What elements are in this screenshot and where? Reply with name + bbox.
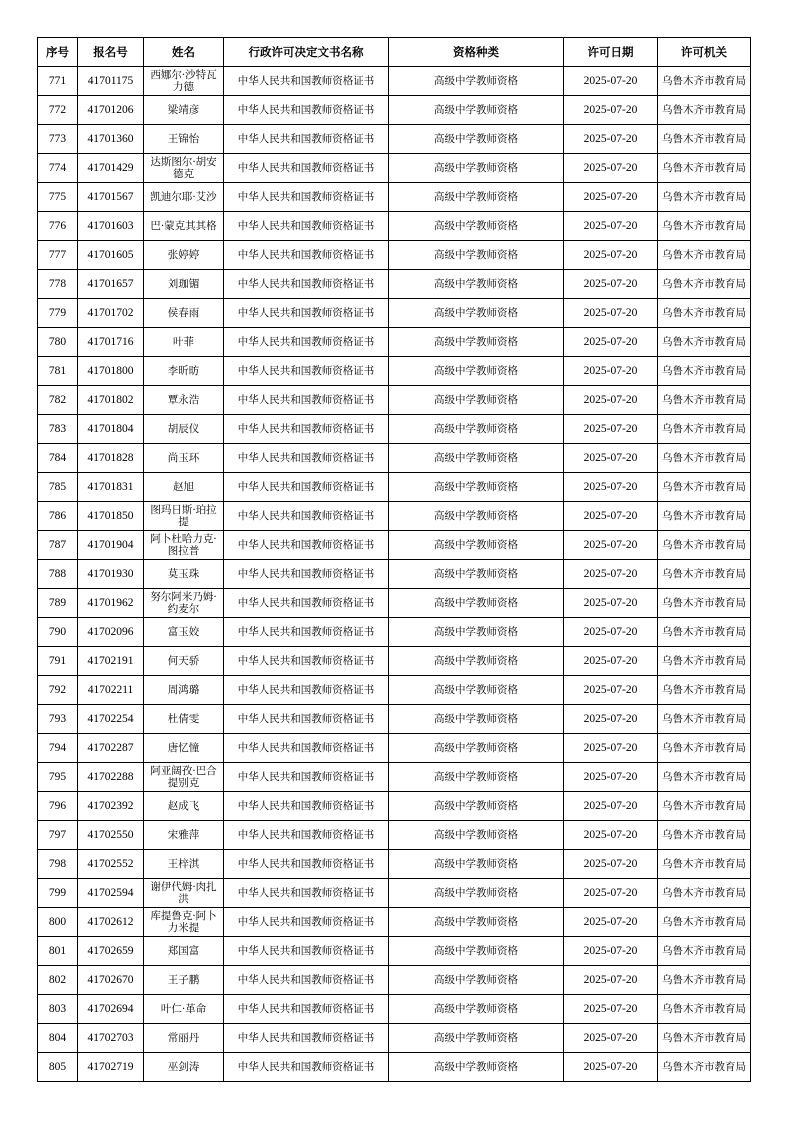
license-date-cell: 2025-07-20 [564,763,658,792]
name-cell: 梁靖彦 [144,96,224,125]
license-date-cell: 2025-07-20 [564,734,658,763]
serial-no-cell: 790 [38,618,78,647]
name-cell: 刘珈镅 [144,270,224,299]
qualification-type-cell: 高级中学教师资格 [389,647,564,676]
serial-no-cell: 783 [38,415,78,444]
document-name-cell: 中华人民共和国教师资格证书 [224,386,389,415]
document-name-cell: 中华人民共和国教师资格证书 [224,647,389,676]
name-cell: 叶仁·革命 [144,995,224,1024]
license-date-cell: 2025-07-20 [564,995,658,1024]
registration-no-cell: 41701802 [78,386,144,415]
document-name-cell: 中华人民共和国教师资格证书 [224,937,389,966]
license-authority-cell: 乌鲁木齐市教育局 [658,763,751,792]
license-date-cell: 2025-07-20 [564,647,658,676]
table-row [38,618,751,647]
name-cell: 王锦怡 [144,125,224,154]
license-date-cell: 2025-07-20 [564,1024,658,1053]
license-authority-cell: 乌鲁木齐市教育局 [658,1024,751,1053]
document-name-cell: 中华人民共和国教师资格证书 [224,125,389,154]
serial-no-cell: 771 [38,67,78,96]
table-row [38,154,751,183]
qualification-type-cell: 高级中学教师资格 [389,850,564,879]
registration-no-cell: 41702670 [78,966,144,995]
document-name-cell: 中华人民共和国教师资格证书 [224,589,389,618]
qualification-type-cell: 高级中学教师资格 [389,415,564,444]
registration-no-cell: 41702552 [78,850,144,879]
registration-no-cell: 41702191 [78,647,144,676]
serial-no-cell: 789 [38,589,78,618]
registration-no-cell: 41702254 [78,705,144,734]
name-cell: 常丽丹 [144,1024,224,1053]
registration-no-cell: 41702287 [78,734,144,763]
name-cell: 阿亚阔孜·巴合提别克 [144,763,224,792]
serial-no-cell: 778 [38,270,78,299]
table-row [38,473,751,502]
name-cell: 郑国富 [144,937,224,966]
qualification-type-cell: 高级中学教师资格 [389,67,564,96]
license-authority-cell: 乌鲁木齐市教育局 [658,995,751,1024]
qualification-type-cell: 高级中学教师资格 [389,444,564,473]
license-date-cell: 2025-07-20 [564,879,658,908]
serial-no-cell: 794 [38,734,78,763]
license-date-cell: 2025-07-20 [564,67,658,96]
license-authority-cell: 乌鲁木齐市教育局 [658,908,751,937]
document-name-cell: 中华人民共和国教师资格证书 [224,966,389,995]
license-date-cell: 2025-07-20 [564,1053,658,1082]
table-row [38,241,751,270]
registration-no-cell: 41701702 [78,299,144,328]
license-authority-cell: 乌鲁木齐市教育局 [658,299,751,328]
name-cell: 叶菲 [144,328,224,357]
document-name-cell: 中华人民共和国教师资格证书 [224,357,389,386]
serial-no-cell: 793 [38,705,78,734]
table-row [38,705,751,734]
qualification-type-cell: 高级中学教师资格 [389,473,564,502]
registration-no-cell: 41702594 [78,879,144,908]
name-cell: 达斯图尔·胡安德克 [144,154,224,183]
license-authority-cell: 乌鲁木齐市教育局 [658,270,751,299]
document-name-cell: 中华人民共和国教师资格证书 [224,154,389,183]
header-document-name: 行政许可决定文书名称 [224,38,389,67]
table-row [38,1053,751,1082]
document-name-cell: 中华人民共和国教师资格证书 [224,241,389,270]
license-authority-cell: 乌鲁木齐市教育局 [658,531,751,560]
document-name-cell: 中华人民共和国教师资格证书 [224,473,389,502]
table-row [38,966,751,995]
registration-no-cell: 41702288 [78,763,144,792]
qualification-type-cell: 高级中学教师资格 [389,589,564,618]
qualification-type-cell: 高级中学教师资格 [389,705,564,734]
license-authority-cell: 乌鲁木齐市教育局 [658,357,751,386]
table-row [38,1024,751,1053]
qualification-type-cell: 高级中学教师资格 [389,270,564,299]
document-name-cell: 中华人民共和国教师资格证书 [224,328,389,357]
license-authority-cell: 乌鲁木齐市教育局 [658,183,751,212]
name-cell: 谢伊代姆·肉扎洪 [144,879,224,908]
table-row [38,67,751,96]
document-name-cell: 中华人民共和国教师资格证书 [224,1024,389,1053]
qualification-type-cell: 高级中学教师资格 [389,618,564,647]
serial-no-cell: 796 [38,792,78,821]
name-cell: 努尔阿米乃姆·约麦尔 [144,589,224,618]
table-row [38,560,751,589]
license-authority-cell: 乌鲁木齐市教育局 [658,676,751,705]
name-cell: 李昕昉 [144,357,224,386]
registration-no-cell: 41701175 [78,67,144,96]
license-authority-cell: 乌鲁木齐市教育局 [658,212,751,241]
license-authority-cell: 乌鲁木齐市教育局 [658,618,751,647]
license-authority-cell: 乌鲁木齐市教育局 [658,502,751,531]
qualification-type-cell: 高级中学教师资格 [389,792,564,821]
qualification-type-cell: 高级中学教师资格 [389,821,564,850]
table-row [38,995,751,1024]
name-cell: 张婷婷 [144,241,224,270]
serial-no-cell: 801 [38,937,78,966]
document-name-cell: 中华人民共和国教师资格证书 [224,270,389,299]
registration-no-cell: 41702719 [78,1053,144,1082]
table-row [38,328,751,357]
document-name-cell: 中华人民共和国教师资格证书 [224,183,389,212]
license-date-cell: 2025-07-20 [564,531,658,560]
header-license-date: 许可日期 [564,38,658,67]
license-authority-cell: 乌鲁木齐市教育局 [658,734,751,763]
serial-no-cell: 777 [38,241,78,270]
document-name-cell: 中华人民共和国教师资格证书 [224,879,389,908]
serial-no-cell: 802 [38,966,78,995]
table-row [38,531,751,560]
registration-no-cell: 41701850 [78,502,144,531]
serial-no-cell: 776 [38,212,78,241]
serial-no-cell: 786 [38,502,78,531]
license-authority-cell: 乌鲁木齐市教育局 [658,415,751,444]
serial-no-cell: 775 [38,183,78,212]
license-authority-cell: 乌鲁木齐市教育局 [658,560,751,589]
table-row [38,96,751,125]
document-name-cell: 中华人民共和国教师资格证书 [224,705,389,734]
name-cell: 图玛日斯·珀拉提 [144,502,224,531]
serial-no-cell: 791 [38,647,78,676]
qualification-type-cell: 高级中学教师资格 [389,966,564,995]
header-qualification-type: 资格种类 [389,38,564,67]
name-cell: 王子鹏 [144,966,224,995]
qualification-type-cell: 高级中学教师资格 [389,328,564,357]
table-row [38,647,751,676]
registration-no-cell: 41701804 [78,415,144,444]
license-date-cell: 2025-07-20 [564,270,658,299]
serial-no-cell: 781 [38,357,78,386]
license-date-cell: 2025-07-20 [564,386,658,415]
qualification-type-cell: 高级中学教师资格 [389,995,564,1024]
name-cell: 凯迪尔耶·艾沙 [144,183,224,212]
qualification-type-cell: 高级中学教师资格 [389,386,564,415]
registration-no-cell: 41701360 [78,125,144,154]
table-row [38,879,751,908]
name-cell: 西娜尔·沙特瓦力德 [144,67,224,96]
document-name-cell: 中华人民共和国教师资格证书 [224,415,389,444]
document-name-cell: 中华人民共和国教师资格证书 [224,1053,389,1082]
table-row [38,125,751,154]
license-date-cell: 2025-07-20 [564,357,658,386]
table-row [38,415,751,444]
teacher-certificate-table [37,37,751,1082]
license-authority-cell: 乌鲁木齐市教育局 [658,444,751,473]
license-date-cell: 2025-07-20 [564,125,658,154]
license-authority-cell: 乌鲁木齐市教育局 [658,821,751,850]
document-name-cell: 中华人民共和国教师资格证书 [224,908,389,937]
license-date-cell: 2025-07-20 [564,618,658,647]
license-authority-cell: 乌鲁木齐市教育局 [658,328,751,357]
name-cell: 富玉姣 [144,618,224,647]
license-authority-cell: 乌鲁木齐市教育局 [658,67,751,96]
license-authority-cell: 乌鲁木齐市教育局 [658,589,751,618]
license-date-cell: 2025-07-20 [564,241,658,270]
name-cell: 阿卜杜哈力克·图拉普 [144,531,224,560]
license-authority-cell: 乌鲁木齐市教育局 [658,966,751,995]
serial-no-cell: 773 [38,125,78,154]
serial-no-cell: 772 [38,96,78,125]
license-authority-cell: 乌鲁木齐市教育局 [658,96,751,125]
table-row [38,734,751,763]
table-row [38,937,751,966]
license-date-cell: 2025-07-20 [564,473,658,502]
serial-no-cell: 797 [38,821,78,850]
document-name-cell: 中华人民共和国教师资格证书 [224,444,389,473]
document-name-cell: 中华人民共和国教师资格证书 [224,763,389,792]
qualification-type-cell: 高级中学教师资格 [389,908,564,937]
registration-no-cell: 41701930 [78,560,144,589]
name-cell: 莫玉珠 [144,560,224,589]
document-name-cell: 中华人民共和国教师资格证书 [224,676,389,705]
qualification-type-cell: 高级中学教师资格 [389,1053,564,1082]
license-authority-cell: 乌鲁木齐市教育局 [658,154,751,183]
qualification-type-cell: 高级中学教师资格 [389,1024,564,1053]
registration-no-cell: 41701904 [78,531,144,560]
qualification-type-cell: 高级中学教师资格 [389,212,564,241]
serial-no-cell: 782 [38,386,78,415]
license-authority-cell: 乌鲁木齐市教育局 [658,125,751,154]
license-authority-cell: 乌鲁木齐市教育局 [658,647,751,676]
registration-no-cell: 41702392 [78,792,144,821]
qualification-type-cell: 高级中学教师资格 [389,502,564,531]
license-date-cell: 2025-07-20 [564,154,658,183]
license-date-cell: 2025-07-20 [564,328,658,357]
serial-no-cell: 785 [38,473,78,502]
serial-no-cell: 800 [38,908,78,937]
document-name-cell: 中华人民共和国教师资格证书 [224,212,389,241]
license-date-cell: 2025-07-20 [564,589,658,618]
registration-no-cell: 41702703 [78,1024,144,1053]
qualification-type-cell: 高级中学教师资格 [389,676,564,705]
qualification-type-cell: 高级中学教师资格 [389,357,564,386]
document-name-cell: 中华人民共和国教师资格证书 [224,531,389,560]
registration-no-cell: 41701800 [78,357,144,386]
qualification-type-cell: 高级中学教师资格 [389,763,564,792]
license-authority-cell: 乌鲁木齐市教育局 [658,473,751,502]
license-date-cell: 2025-07-20 [564,850,658,879]
qualification-type-cell: 高级中学教师资格 [389,734,564,763]
header-serial-no: 序号 [38,38,78,67]
name-cell: 何天骄 [144,647,224,676]
license-date-cell: 2025-07-20 [564,415,658,444]
registration-no-cell: 41701206 [78,96,144,125]
table-row [38,357,751,386]
table-row [38,792,751,821]
name-cell: 库提鲁克·阿卜力米提 [144,908,224,937]
serial-no-cell: 788 [38,560,78,589]
license-authority-cell: 乌鲁木齐市教育局 [658,792,751,821]
header-registration-no: 报名号 [78,38,144,67]
table-row [38,183,751,212]
license-date-cell: 2025-07-20 [564,908,658,937]
serial-no-cell: 792 [38,676,78,705]
license-authority-cell: 乌鲁木齐市教育局 [658,386,751,415]
serial-no-cell: 784 [38,444,78,473]
registration-no-cell: 41701429 [78,154,144,183]
qualification-type-cell: 高级中学教师资格 [389,299,564,328]
license-date-cell: 2025-07-20 [564,937,658,966]
table-row [38,386,751,415]
license-date-cell: 2025-07-20 [564,966,658,995]
license-date-cell: 2025-07-20 [564,560,658,589]
table-row [38,212,751,241]
registration-no-cell: 41701603 [78,212,144,241]
registration-no-cell: 41701962 [78,589,144,618]
registration-no-cell: 41701828 [78,444,144,473]
name-cell: 巫剑涛 [144,1053,224,1082]
license-date-cell: 2025-07-20 [564,705,658,734]
qualification-type-cell: 高级中学教师资格 [389,879,564,908]
serial-no-cell: 787 [38,531,78,560]
name-cell: 赵成飞 [144,792,224,821]
serial-no-cell: 804 [38,1024,78,1053]
license-date-cell: 2025-07-20 [564,821,658,850]
license-authority-cell: 乌鲁木齐市教育局 [658,241,751,270]
license-date-cell: 2025-07-20 [564,792,658,821]
name-cell: 宋雅萍 [144,821,224,850]
license-date-cell: 2025-07-20 [564,299,658,328]
qualification-type-cell: 高级中学教师资格 [389,531,564,560]
qualification-type-cell: 高级中学教师资格 [389,125,564,154]
table-row [38,502,751,531]
document-name-cell: 中华人民共和国教师资格证书 [224,618,389,647]
license-authority-cell: 乌鲁木齐市教育局 [658,705,751,734]
name-cell: 覃永浩 [144,386,224,415]
serial-no-cell: 798 [38,850,78,879]
license-date-cell: 2025-07-20 [564,676,658,705]
document-name-cell: 中华人民共和国教师资格证书 [224,299,389,328]
serial-no-cell: 795 [38,763,78,792]
name-cell: 杜倩雯 [144,705,224,734]
qualification-type-cell: 高级中学教师资格 [389,154,564,183]
table-row [38,444,751,473]
table-row [38,821,751,850]
license-date-cell: 2025-07-20 [564,212,658,241]
serial-no-cell: 779 [38,299,78,328]
serial-no-cell: 780 [38,328,78,357]
registration-no-cell: 41702612 [78,908,144,937]
document-name-cell: 中华人民共和国教师资格证书 [224,502,389,531]
registration-no-cell: 41702096 [78,618,144,647]
name-cell: 赵旭 [144,473,224,502]
name-cell: 周鸿璐 [144,676,224,705]
table-body [38,67,751,1082]
document-page [37,37,750,1082]
document-name-cell: 中华人民共和国教师资格证书 [224,792,389,821]
document-name-cell: 中华人民共和国教师资格证书 [224,850,389,879]
name-cell: 唐忆憧 [144,734,224,763]
registration-no-cell: 41701657 [78,270,144,299]
document-name-cell: 中华人民共和国教师资格证书 [224,821,389,850]
document-name-cell: 中华人民共和国教师资格证书 [224,560,389,589]
serial-no-cell: 803 [38,995,78,1024]
license-authority-cell: 乌鲁木齐市教育局 [658,879,751,908]
name-cell: 胡辰仪 [144,415,224,444]
registration-no-cell: 41702694 [78,995,144,1024]
registration-no-cell: 41701831 [78,473,144,502]
table-row [38,270,751,299]
serial-no-cell: 799 [38,879,78,908]
license-authority-cell: 乌鲁木齐市教育局 [658,1053,751,1082]
table-header-row [38,38,751,67]
license-authority-cell: 乌鲁木齐市教育局 [658,850,751,879]
name-cell: 王梓淇 [144,850,224,879]
table-row [38,676,751,705]
table-row [38,763,751,792]
license-date-cell: 2025-07-20 [564,183,658,212]
header-name: 姓名 [144,38,224,67]
qualification-type-cell: 高级中学教师资格 [389,560,564,589]
license-date-cell: 2025-07-20 [564,502,658,531]
document-name-cell: 中华人民共和国教师资格证书 [224,734,389,763]
table-row [38,850,751,879]
serial-no-cell: 774 [38,154,78,183]
document-name-cell: 中华人民共和国教师资格证书 [224,67,389,96]
name-cell: 侯春雨 [144,299,224,328]
registration-no-cell: 41701567 [78,183,144,212]
name-cell: 尚玉环 [144,444,224,473]
table-row [38,589,751,618]
license-authority-cell: 乌鲁木齐市教育局 [658,937,751,966]
registration-no-cell: 41702550 [78,821,144,850]
license-date-cell: 2025-07-20 [564,444,658,473]
qualification-type-cell: 高级中学教师资格 [389,183,564,212]
table-row [38,299,751,328]
table-row [38,908,751,937]
document-name-cell: 中华人民共和国教师资格证书 [224,96,389,125]
qualification-type-cell: 高级中学教师资格 [389,96,564,125]
qualification-type-cell: 高级中学教师资格 [389,241,564,270]
registration-no-cell: 41702659 [78,937,144,966]
registration-no-cell: 41701716 [78,328,144,357]
document-name-cell: 中华人民共和国教师资格证书 [224,995,389,1024]
name-cell: 巴·蒙克其其格 [144,212,224,241]
registration-no-cell: 41702211 [78,676,144,705]
serial-no-cell: 805 [38,1053,78,1082]
registration-no-cell: 41701605 [78,241,144,270]
header-license-authority: 许可机关 [658,38,751,67]
qualification-type-cell: 高级中学教师资格 [389,937,564,966]
license-date-cell: 2025-07-20 [564,96,658,125]
